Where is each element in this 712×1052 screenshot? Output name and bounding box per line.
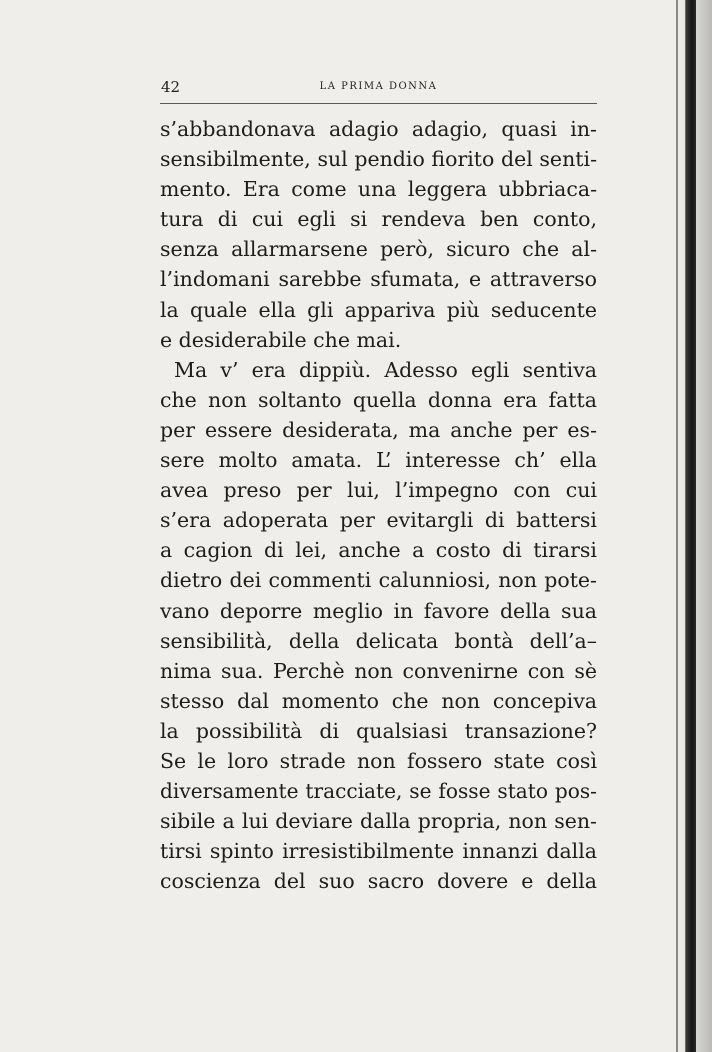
text-line: sensibilità, della delicata bontà dell’a– bbox=[160, 628, 597, 653]
text-line: la possibilità di qualsiasi transazione? bbox=[160, 718, 597, 743]
text-line: tirsi spinto irresistibilmente innanzi dalla bbox=[160, 839, 597, 864]
text-line: mento. Era come una leggera ubbriaca- bbox=[160, 177, 597, 202]
running-title: LA PRIMA DONNA bbox=[319, 81, 438, 92]
text-line: sensibilmente, sul pendio fiorito del senti- bbox=[160, 147, 597, 172]
text-line: s’era adoperata per evitargli di battersi bbox=[160, 508, 597, 533]
text-line: per essere desiderata, ma anche per es- bbox=[160, 417, 597, 442]
text-line: vano deporre meglio in favore della sua bbox=[160, 598, 597, 623]
text-line: tura di cui egli si rendeva ben conto, bbox=[160, 207, 597, 232]
text-line: avea preso per lui, l’impegno con cui bbox=[160, 478, 597, 503]
text-line: nima sua. Perchè non convenirne con sè bbox=[160, 658, 597, 683]
text-line: l’indomani sarebbe sfumata, e attraverso bbox=[160, 267, 597, 292]
book-spine-edge bbox=[685, 0, 696, 1052]
text-line: la quale ella gli appariva più seducente bbox=[160, 297, 597, 322]
paragraph-2 bbox=[160, 355, 597, 897]
text-line: senza allarmarsene però, sicuro che al- bbox=[160, 237, 597, 262]
text-line: sere molto amata. L’ interesse ch’ ella bbox=[160, 448, 597, 473]
header-rule bbox=[160, 103, 597, 104]
text-line: coscienza del suo sacro dovere e della bbox=[160, 869, 597, 894]
text-line: diversamente tracciate, se fosse stato pos- bbox=[160, 779, 597, 804]
text-line: a cagion di lei, anche a costo di tirarsi bbox=[160, 538, 597, 563]
paragraph-1 bbox=[160, 114, 597, 355]
page-number: 42 bbox=[161, 78, 181, 96]
text-line: che non soltanto quella donna era fatta bbox=[160, 387, 597, 412]
text-line: stesso dal momento che non concepiva bbox=[160, 688, 597, 713]
text-line: s’abbandonava adagio adagio, quasi in- bbox=[160, 117, 597, 141]
text-line: Ma v’ era dippiù. Adesso egli sentiva bbox=[174, 357, 597, 382]
text-line: sibile a lui deviare dalla propria, non sen- bbox=[160, 809, 597, 834]
text-line: dietro dei commenti calunniosi, non pote- bbox=[160, 568, 597, 593]
text-line: e desiderabile che mai. bbox=[160, 327, 402, 352]
text-line: Se le loro strade non fossero state così bbox=[160, 748, 597, 773]
running-head bbox=[161, 78, 596, 100]
body-text bbox=[160, 114, 597, 896]
page-edge-line bbox=[676, 0, 678, 1052]
